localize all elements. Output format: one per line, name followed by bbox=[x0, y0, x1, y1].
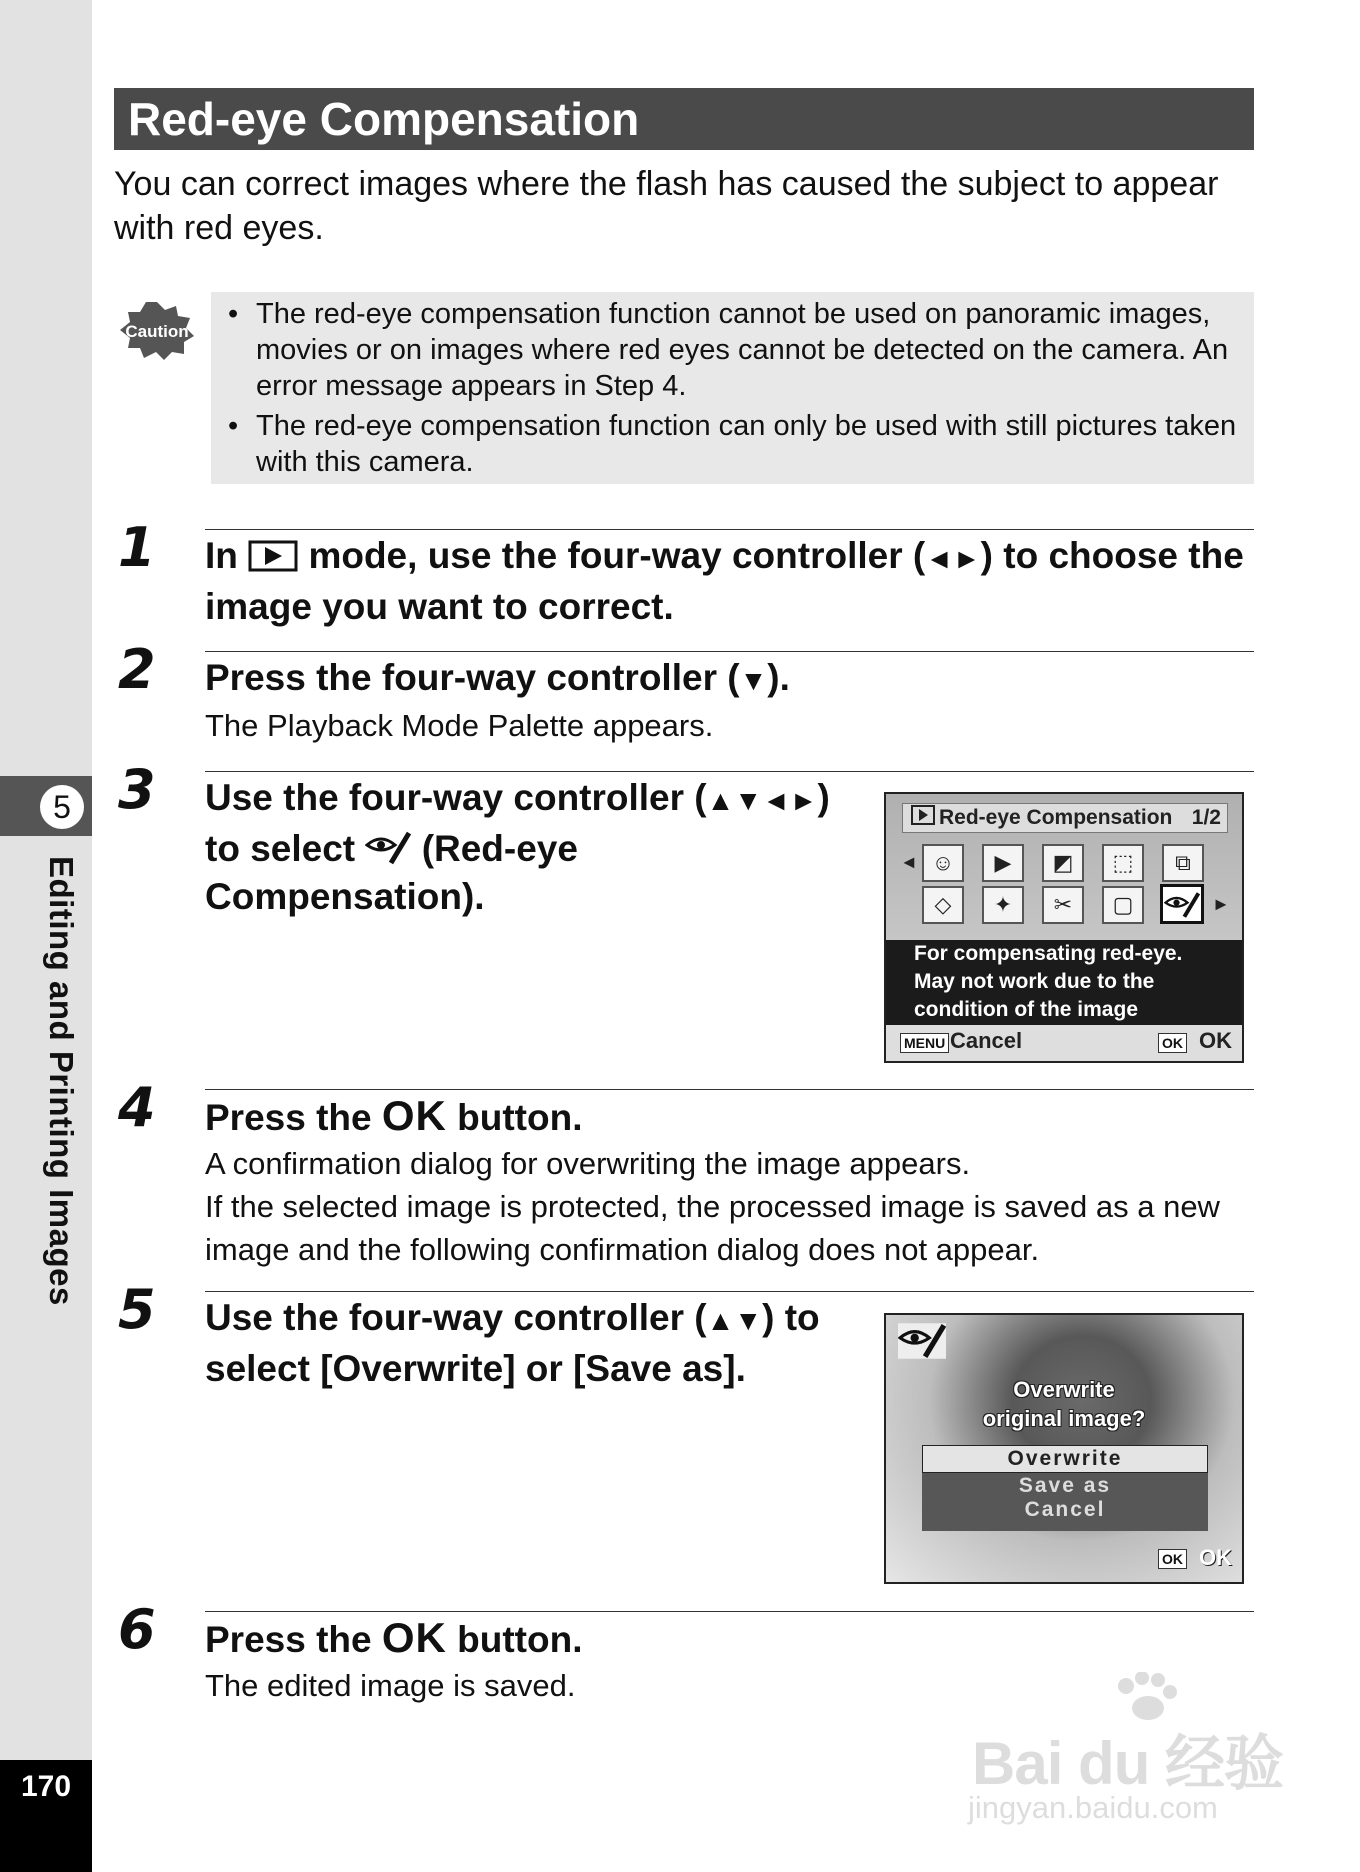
step-number: 4 bbox=[118, 1076, 156, 1139]
palette-left-arrow-icon: ◄ bbox=[900, 852, 918, 872]
menu-key-icon: MENU bbox=[900, 1033, 949, 1053]
caution-icon bbox=[118, 300, 196, 360]
cropping-icon[interactable]: ⬚ bbox=[1102, 844, 1144, 882]
step-divider bbox=[205, 1089, 1254, 1090]
caution-item: • The red-eye compensation function can only be used with still pictures taken with this camera. bbox=[228, 410, 1237, 478]
ok-button[interactable]: OK bbox=[1199, 1545, 1232, 1570]
cancel-option[interactable]: Cancel bbox=[1024, 1498, 1106, 1521]
chapter-number: 5 bbox=[40, 785, 84, 829]
watermark-logo: Bai du 经验 bbox=[972, 1730, 1284, 1797]
chapter-title: Editing and Printing Images bbox=[43, 856, 80, 1306]
image-rotation-icon[interactable]: ☺ bbox=[922, 844, 964, 882]
page-number: 170 bbox=[20, 1770, 72, 1803]
dialog-question: Overwrite original image? bbox=[982, 1377, 1146, 1431]
step-2-heading: Press the four-way controller (▼). bbox=[205, 657, 790, 698]
step-divider bbox=[205, 1611, 1254, 1612]
watermark-url: jingyan.baidu.com bbox=[968, 1790, 1218, 1825]
step-number: 2 bbox=[118, 638, 156, 701]
step-1-heading: In mode, use the four-way controller (◄►) to choose the image you want to correct. bbox=[205, 535, 1244, 627]
step-4-heading: Press the OK button. bbox=[205, 1092, 583, 1139]
step-6-body: The edited image is saved. bbox=[205, 1668, 576, 1703]
palette-info-line: May not work due to the bbox=[914, 970, 1155, 993]
paw-logo-icon bbox=[1112, 1672, 1182, 1722]
step-6-heading: Press the OK button. bbox=[205, 1614, 583, 1661]
resize-icon[interactable]: ◩ bbox=[1042, 844, 1084, 882]
red-eye-compensation-icon[interactable] bbox=[1160, 884, 1204, 924]
step-3-heading: Use the four-way controller (▲▼◄►) to select (Red-eye Compensation). bbox=[205, 777, 830, 917]
step-5-heading: Use the four-way controller (▲▼) to select [Overwrite] or [Save as]. bbox=[205, 1297, 820, 1389]
palette-info-line: For compensating red-eye. bbox=[914, 942, 1183, 965]
caution-list bbox=[224, 296, 1244, 484]
overwrite-option[interactable]: Overwrite bbox=[922, 1445, 1208, 1473]
intro-paragraph: You can correct images where the flash has caused the subject to appear with red eyes. bbox=[114, 165, 1219, 247]
playback-mode-icon bbox=[248, 540, 298, 572]
step-divider bbox=[205, 1291, 1254, 1292]
rotate-icon[interactable]: ◇ bbox=[922, 886, 964, 924]
palette-right-arrow-icon: ► bbox=[1212, 894, 1230, 914]
overwrite-dialog-screenshot bbox=[884, 1313, 1244, 1584]
step-2-body: The Playback Mode Palette appears. bbox=[205, 708, 714, 743]
step-number: 5 bbox=[118, 1278, 156, 1341]
save-as-option[interactable]: Save as bbox=[1018, 1474, 1112, 1497]
ok-button[interactable]: OK bbox=[1199, 1028, 1232, 1053]
red-eye-icon bbox=[898, 1323, 946, 1359]
cancel-button[interactable]: Cancel bbox=[950, 1028, 1023, 1053]
palette-page: 1/2 bbox=[1191, 806, 1221, 829]
image-copy-icon[interactable]: ⧉ bbox=[1162, 844, 1204, 882]
ok-key-icon: OK bbox=[1158, 1033, 1187, 1053]
palette-title-bar: Red-eye Compensation 1/2 bbox=[902, 803, 1228, 833]
ok-button-glyph: OK bbox=[381, 1092, 447, 1139]
step-number: 1 bbox=[118, 516, 156, 579]
step-number: 6 bbox=[118, 1598, 156, 1661]
page-title: Red-eye Compensation bbox=[128, 93, 640, 145]
palette-screenshot bbox=[884, 792, 1244, 1063]
step-divider bbox=[205, 651, 1254, 652]
slideshow-icon[interactable]: ▶ bbox=[982, 844, 1024, 882]
ok-key-icon: OK bbox=[1158, 1549, 1187, 1569]
playback-icon bbox=[911, 805, 935, 825]
step-4-body: A confirmation dialog for overwriting the image appears. If the selected image is protected, the processed image is saved as a new image and the following confirmation dialog does not appear. bbox=[205, 1146, 1220, 1267]
step-divider bbox=[205, 771, 1254, 772]
step-divider bbox=[205, 529, 1254, 530]
baidu-watermark bbox=[962, 1672, 1292, 1825]
palette-bottom-bar bbox=[886, 1025, 1242, 1061]
step-number: 3 bbox=[118, 758, 156, 821]
palette-info-line: condition of the image bbox=[914, 998, 1138, 1021]
caution-badge-label: Caution bbox=[125, 322, 189, 341]
caution-item: • The red-eye compensation function cannot be used on panoramic images, movies or on images where red eyes cannot be detected on the camera. An error message appears in Step 4. bbox=[228, 298, 1229, 402]
digital-filter-icon[interactable]: ✦ bbox=[982, 886, 1024, 924]
frame-composite-icon[interactable]: ▢ bbox=[1102, 886, 1144, 924]
red-eye-icon bbox=[365, 831, 411, 865]
ok-button-glyph: OK bbox=[381, 1614, 447, 1661]
movie-edit-icon[interactable]: ✂ bbox=[1042, 886, 1084, 924]
palette-info-box bbox=[886, 940, 1242, 1025]
